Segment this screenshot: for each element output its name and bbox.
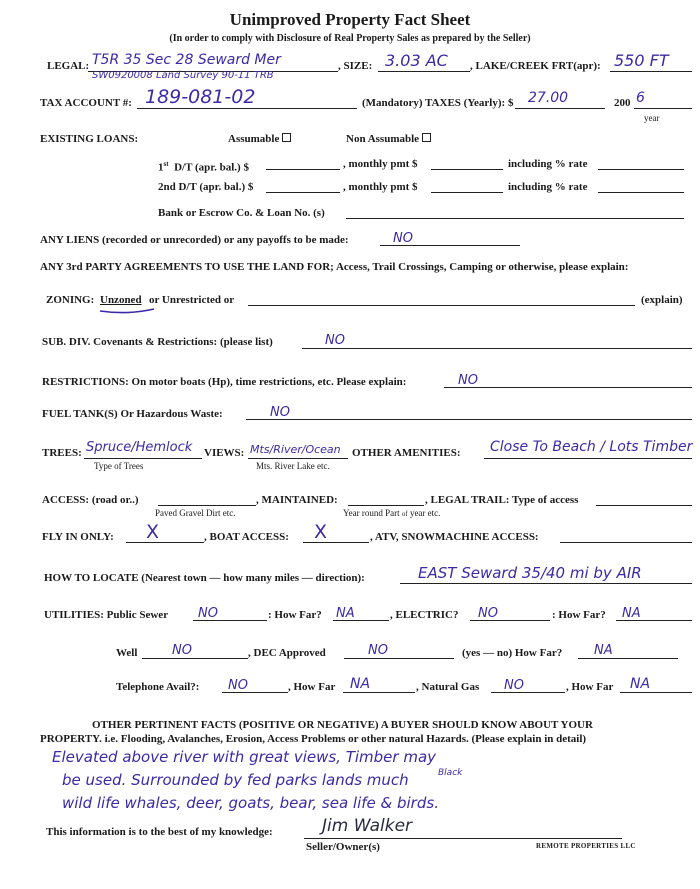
amenities-label: OTHER AMENITIES: — [352, 447, 461, 459]
well-line — [142, 658, 248, 659]
legal-value-line2[interactable]: SW0920008 Land Survey 90-11 TRB — [92, 70, 274, 81]
howfar3-line — [343, 692, 415, 693]
views-value[interactable]: Mts/River/Ocean — [250, 443, 341, 456]
restrictions-value[interactable]: NO — [458, 373, 478, 388]
liens-value[interactable]: NO — [393, 231, 413, 246]
first-monthly-field[interactable] — [431, 169, 503, 170]
fly-in-value[interactable]: X — [146, 521, 160, 543]
tax-account-value[interactable]: 189-081-02 — [145, 86, 256, 108]
pertinent-heading-2: PROPERTY. i.e. Flooding, Avalanches, Erosion, Access Problems or other natural Hazards. (Please explain in detail) — [40, 733, 587, 745]
pertinent-line-3[interactable]: wild life whales, deer, goats, bear, sea life & birds. — [62, 794, 439, 812]
non-assumable-label: Non Assumable — [346, 133, 420, 145]
subdiv-value[interactable]: NO — [325, 333, 345, 348]
howfar1-value[interactable]: NA — [336, 606, 355, 621]
access-label: ACCESS: (road or..) — [42, 494, 139, 506]
boat-access-value[interactable]: X — [314, 521, 328, 543]
legal-trail-label: , LEGAL TRAIL: Type of access — [425, 494, 579, 506]
seller-caption: Seller/Owner(s) — [306, 841, 380, 853]
pertinent-line-1[interactable]: Elevated above river with great views, Timber may — [52, 748, 437, 766]
first-rate-label: including % rate — [508, 158, 588, 170]
taxes-label: (Mandatory) TAXES (Yearly): $ — [362, 97, 514, 109]
second-monthly-field[interactable] — [431, 192, 503, 193]
electric-value[interactable]: NO — [478, 606, 498, 621]
second-rate-label: including % rate — [508, 181, 588, 193]
howfar3-label: , How Far — [288, 681, 336, 693]
lake-label: , LAKE/CREEK FRT(apr): — [470, 60, 601, 72]
bank-label: Bank or Escrow Co. & Loan No. (s) — [158, 207, 325, 219]
first-dt-balance-field[interactable] — [266, 169, 340, 170]
page-title: Unimproved Property Fact Sheet — [229, 10, 471, 29]
howfar4-label: , How Far — [566, 681, 614, 693]
second-dt-label: 2nd D/T (apr. bal.) $ — [158, 181, 254, 193]
trees-caption: Type of Trees — [94, 461, 144, 471]
year-caption: year — [644, 113, 660, 123]
year-value[interactable]: 6 — [636, 90, 645, 106]
boat-access-label: , BOAT ACCESS: — [204, 531, 289, 543]
size-label: , SIZE: — [338, 60, 373, 72]
atv-field[interactable] — [560, 542, 692, 543]
knowledge-label: This information is to the best of my knowledge: — [46, 826, 273, 838]
well-value[interactable]: NO — [172, 643, 192, 658]
restrictions-line — [444, 387, 692, 388]
phone-label: Telephone Avail?: — [116, 681, 200, 693]
loans-label: EXISTING LOANS: — [40, 133, 139, 145]
atv-label: , ATV, SNOWMACHINE ACCESS: — [370, 531, 539, 543]
subdiv-line — [302, 348, 692, 349]
owner-signature[interactable]: Jim Walker — [322, 816, 413, 836]
locate-label: HOW TO LOCATE (Nearest town — how many miles — direction): — [44, 572, 365, 584]
liens-label: ANY LIENS (recorded or unrecorded) or any payoffs to be made: — [40, 234, 349, 246]
pertinent-insert: Black — [438, 768, 463, 778]
yesno-line — [578, 658, 678, 659]
howfar4-value[interactable]: NA — [630, 676, 651, 692]
sewer-value[interactable]: NO — [198, 606, 218, 621]
size-value[interactable]: 3.03 AC — [385, 51, 448, 70]
taxes-value[interactable]: 27.00 — [528, 90, 569, 106]
zoning-circle-mark — [98, 305, 156, 315]
first-dt-label: 1st D/T (apr. bal.) $ — [158, 160, 249, 174]
dec-value[interactable]: NO — [368, 643, 388, 658]
subdiv-label: SUB. DIV. Covenants & Restrictions: (please list) — [42, 336, 273, 348]
assumable-option[interactable] — [228, 133, 291, 146]
amenities-line — [484, 458, 692, 459]
signature-line — [304, 838, 622, 839]
page-subtitle: (In order to comply with Disclosure of Real Property Sales as prepared by the Seller) — [169, 33, 531, 44]
lake-value[interactable]: 550 FT — [614, 51, 669, 70]
tax-account-line — [137, 108, 357, 109]
lake-line — [610, 71, 692, 72]
maintained-label: , MAINTAINED: — [256, 494, 338, 506]
restrictions-label: RESTRICTIONS: On motor boats (Hp), time restrictions, etc. Please explain: — [42, 376, 407, 388]
legal-label: LEGAL: — [47, 60, 90, 72]
gas-label: , Natural Gas — [416, 681, 480, 693]
well-label: Well — [116, 647, 138, 659]
assumable-label: Assumable — [228, 133, 280, 145]
first-monthly-label: , monthly pmt $ — [343, 158, 418, 170]
amenities-value[interactable]: Close To Beach / Lots Timber — [490, 439, 693, 455]
year-line — [634, 108, 692, 109]
trees-value[interactable]: Spruce/Hemlock — [86, 440, 193, 455]
gas-value[interactable]: NO — [504, 678, 524, 693]
locate-line — [400, 583, 692, 584]
views-line — [248, 458, 348, 459]
company-name: REMOTE PROPERTIES LLC — [536, 842, 636, 850]
views-label: VIEWS: — [204, 447, 245, 459]
howfar3-value[interactable]: NA — [350, 676, 371, 692]
non-assumable-option[interactable] — [346, 133, 431, 146]
second-rate-field[interactable] — [598, 192, 684, 193]
yesno-value[interactable]: NA — [594, 643, 613, 658]
howfar2-label: : How Far? — [552, 609, 606, 621]
yesno-label: (yes — no) How Far? — [462, 647, 563, 659]
trees-label: TREES: — [42, 447, 82, 459]
assumable-checkbox[interactable] — [282, 133, 291, 142]
year-prefix: 200 — [614, 97, 631, 109]
fly-in-label: FLY IN ONLY: — [42, 531, 114, 543]
phone-value[interactable]: NO — [228, 678, 248, 693]
non-assumable-checkbox[interactable] — [422, 133, 431, 142]
pertinent-heading-1: OTHER PERTINENT FACTS (POSITIVE OR NEGATIVE) A BUYER SHOULD KNOW ABOUT YOUR — [92, 719, 593, 731]
zoning-explain-field[interactable] — [248, 305, 635, 306]
access-field[interactable] — [158, 505, 256, 506]
pertinent-line-2[interactable]: be used. Surrounded by fed parks lands much — [62, 771, 409, 789]
bank-field[interactable] — [346, 218, 684, 219]
maintained-caption: Year round Part of year etc. — [343, 508, 441, 518]
views-caption: Mts. River Lake etc. — [256, 461, 330, 471]
size-line — [378, 71, 470, 72]
fuel-line — [246, 419, 692, 420]
maintained-field[interactable] — [348, 505, 424, 506]
howfar4-line — [620, 692, 692, 693]
dec-label: , DEC Approved — [248, 647, 326, 659]
sewer-label: UTILITIES: Public Sewer — [44, 609, 169, 621]
zoning-unzoned[interactable]: Unzoned — [100, 294, 142, 306]
fly-in-line — [126, 542, 204, 543]
boat-access-line — [303, 542, 369, 543]
howfar2-value[interactable]: NA — [622, 606, 641, 621]
second-dt-balance-field[interactable] — [266, 192, 340, 193]
zoning-rest: or Unrestricted or — [149, 294, 235, 306]
locate-value[interactable]: EAST Seward 35/40 mi by AIR — [418, 564, 642, 582]
fuel-label: FUEL TANK(S) Or Hazardous Waste: — [42, 408, 223, 420]
fuel-value[interactable]: NO — [270, 405, 290, 420]
second-monthly-label: , monthly pmt $ — [343, 181, 418, 193]
third-party-label: ANY 3rd PARTY AGREEMENTS TO USE THE LAND FOR; Access, Trail Crossings, Camping or otherwise, please explain: — [40, 261, 629, 273]
access-caption: Paved Gravel Dirt etc. — [155, 508, 236, 518]
first-rate-field[interactable] — [598, 169, 684, 170]
trees-line — [84, 458, 202, 459]
electric-label: , ELECTRIC? — [390, 609, 459, 621]
legal-value-line1[interactable]: T5R 35 Sec 28 Seward Mer — [92, 52, 281, 68]
taxes-line — [515, 108, 605, 109]
legal-trail-field[interactable] — [596, 505, 692, 506]
dec-line — [344, 658, 454, 659]
gas-line — [491, 692, 565, 693]
zoning-label: ZONING: — [46, 294, 95, 306]
howfar1-label: : How Far? — [268, 609, 322, 621]
tax-account-label: TAX ACCOUNT #: — [40, 97, 132, 109]
zoning-explain: (explain) — [641, 294, 683, 306]
